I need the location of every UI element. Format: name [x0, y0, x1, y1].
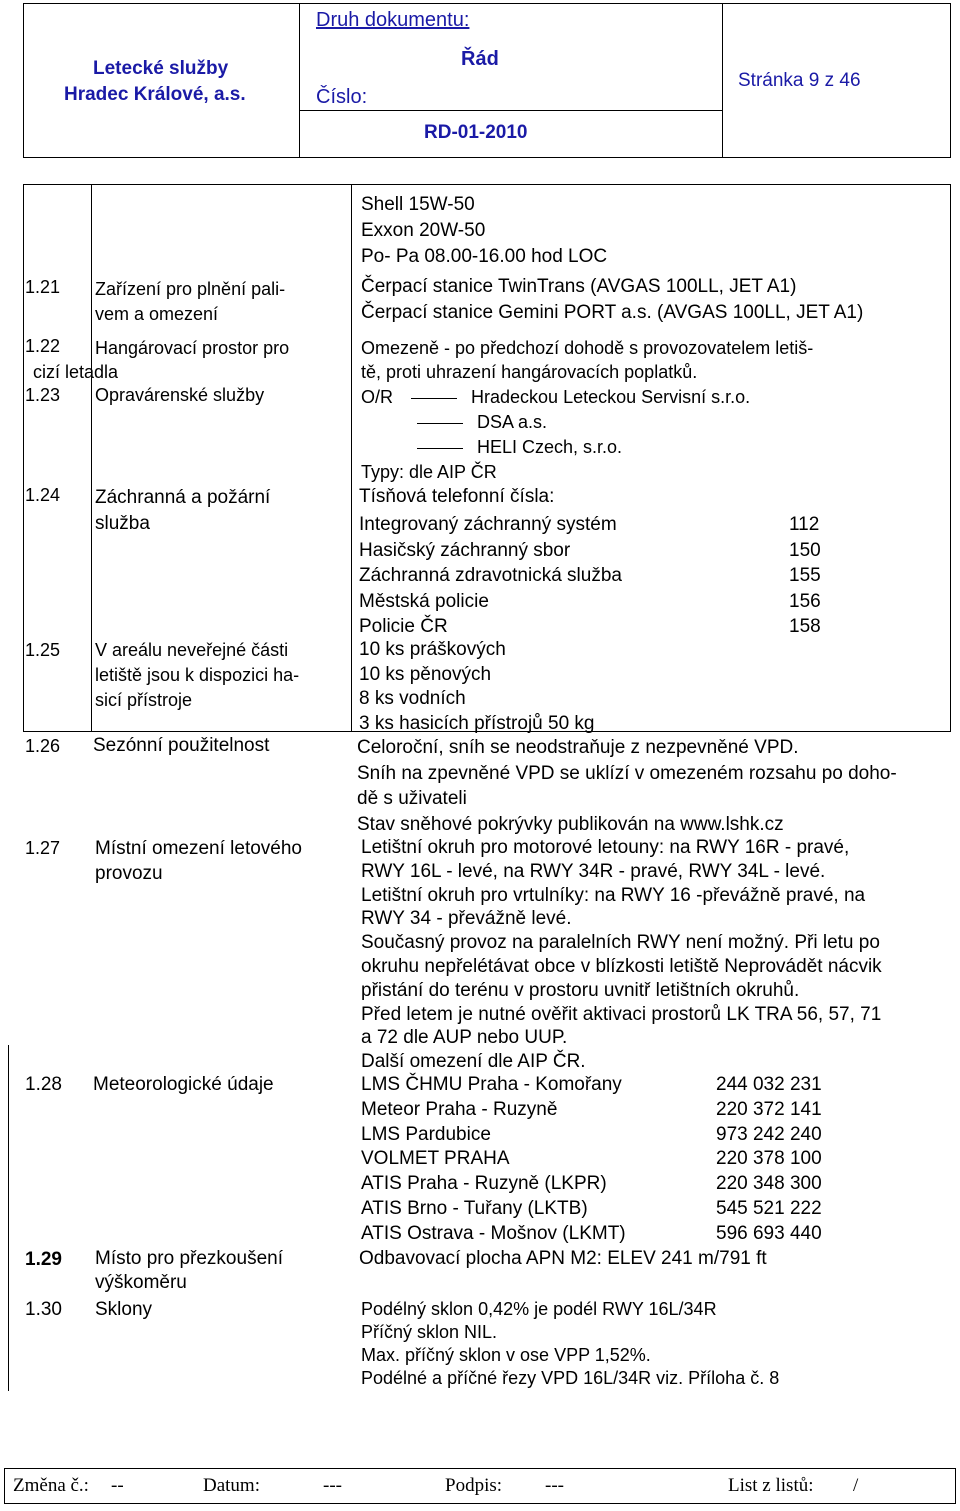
phone-name: Záchranná zdravotnická služba	[359, 565, 622, 586]
meteo-name: ATIS Praha - Ruzyně (LKPR)	[361, 1173, 607, 1195]
row-label	[95, 638, 299, 713]
page-indicator: Stránka 9 z 46	[738, 70, 861, 91]
meteo-name: LMS Pardubice	[361, 1123, 491, 1145]
local-restrictions	[361, 836, 882, 1074]
hangar-info	[361, 336, 813, 384]
phone-row	[359, 512, 829, 538]
row-label-line: Záchranná a požární	[95, 487, 271, 508]
row-label-line: služba	[95, 513, 150, 534]
extinguisher-item: 10 ks pěnových	[359, 663, 492, 685]
doc-type-label: Druh dokumentu:	[316, 9, 470, 31]
altimeter-check-location: Odbavovací plocha APN M2: ELEV 241 m/791 ft	[359, 1248, 767, 1269]
meteo-name: LMS ČHMU Praha - Komořany	[361, 1074, 622, 1095]
row-number: 1.27	[25, 838, 61, 858]
slopes-info	[361, 1298, 779, 1390]
row-label-line: V areálu neveřejné části	[95, 640, 289, 660]
hangar-line: tě, proti uhrazení hangárovacích poplatků.	[361, 362, 698, 382]
hangar-line: Omezeně - po předchozí dohodě s provozovatelem letiš-	[361, 338, 814, 358]
row-label-line: provozu	[95, 863, 163, 884]
meteo-phone: 220 372 141	[716, 1098, 822, 1120]
phone-name: Policie ČR	[359, 616, 448, 637]
meteo-contacts	[361, 1073, 841, 1247]
seasonal-line: Sníh na zpevněné VPD se uklízí v omezeném rozsahu po doho-	[357, 762, 897, 784]
fuel-station: Čerpací stanice Gemini PORT a.s. (AVGAS 100LL, JET A1)	[361, 302, 864, 323]
row-label	[95, 277, 285, 327]
company-city: Hradec Králové, a.s.	[64, 84, 246, 105]
company-name: Letecké služby	[93, 58, 229, 79]
row-number: 1.23	[25, 385, 61, 405]
phone-row	[359, 614, 829, 640]
seasonal-line: Celoroční, sníh se neodstraňuje z nezpevněné VPD.	[357, 737, 799, 758]
slope-line: Podélné a příčné řezy VPD 16L/34R viz. Příloha č. 8	[361, 1368, 780, 1388]
row-label	[95, 1247, 283, 1295]
oil-line: Shell 15W-50	[361, 194, 475, 215]
number-label: Číslo:	[316, 86, 368, 108]
repair-provider: DSA a.s.	[477, 412, 548, 432]
row-label	[95, 485, 270, 537]
change-value: --	[111, 1475, 124, 1496]
phone-number: 158	[789, 616, 821, 637]
fuel-stations	[361, 274, 863, 326]
doc-type-value: Řád	[461, 48, 499, 70]
seasonal-info	[357, 735, 897, 837]
meteo-row	[361, 1073, 841, 1098]
row-number: 1.21	[25, 277, 61, 297]
extinguisher-item: 3 ks hasicích přístrojů 50 kg	[359, 712, 595, 734]
row-number: 1.29	[25, 1249, 62, 1270]
signature-value: ---	[545, 1475, 564, 1496]
restriction-line: Další omezení dle AIP ČR.	[361, 1051, 586, 1073]
meteo-phone: 220 378 100	[716, 1148, 822, 1170]
meteo-name: VOLMET PRAHA	[361, 1148, 510, 1170]
oil-hours-block	[361, 192, 607, 270]
meteo-phone: 244 032 231	[716, 1074, 822, 1095]
row-number: 1.26	[25, 736, 61, 756]
row-label-line: Hangárovací prostor pro	[95, 338, 290, 358]
revision-footer	[4, 1468, 956, 1504]
phone-row	[359, 538, 829, 564]
repair-types: Typy: dle AIP ČR	[361, 462, 497, 482]
phone-name: Hasičský záchranný sbor	[359, 539, 571, 561]
restriction-line: Letištní okruh pro motorové letouny: na RWY 16R - pravé,	[361, 837, 850, 858]
emergency-phone-list	[359, 512, 829, 640]
date-label: Datum:	[203, 1475, 260, 1496]
meteo-row	[361, 1172, 841, 1197]
row-label-line: letiště jsou k dispozici ha-	[95, 665, 300, 685]
meteo-name: ATIS Ostrava - Mošnov (LKMT)	[361, 1222, 626, 1244]
sheets-label: List z listů:	[728, 1475, 814, 1496]
restriction-line: RWY 34 - převážně levé.	[361, 908, 572, 930]
extinguishers	[359, 638, 595, 736]
dash	[417, 423, 463, 424]
row-label-line: Místo pro přezkoušení	[95, 1248, 283, 1269]
restriction-line: Současný provoz na paralelních RWY není možný. Při letu po	[361, 932, 880, 954]
seasonal-line: Stav sněhové pokrývky publikován na www.lshk.cz	[357, 813, 784, 835]
meteo-phone: 596 693 440	[716, 1222, 822, 1244]
meteo-name: ATIS Brno - Tuřany (LKTB)	[361, 1197, 588, 1219]
repair-services	[361, 385, 750, 485]
phone-row	[359, 563, 829, 589]
header-divider	[300, 110, 722, 111]
number-value: RD-01-2010	[424, 122, 528, 143]
restriction-line: a 72 dle AUP nebo UUP.	[361, 1027, 568, 1049]
phone-number: 112	[789, 514, 820, 535]
row-number: 1.24	[25, 485, 61, 505]
change-label: Změna č.:	[13, 1475, 89, 1496]
restriction-line: Letištní okruh pro vrtulníky: na RWY 16 -převážně pravé, na	[361, 884, 866, 906]
left-margin-rule	[8, 1045, 9, 1391]
slope-line: Max. příčný sklon v ose VPP 1,52%.	[361, 1345, 651, 1365]
column-divider-2	[351, 185, 352, 731]
repair-prefix: O/R	[361, 387, 394, 407]
restriction-line: RWY 16L - levé, na RWY 34R - pravé, RWY 34L - levé.	[361, 860, 826, 882]
date-value: ---	[323, 1475, 342, 1496]
slope-line: Příčný sklon NIL.	[361, 1322, 498, 1342]
row-label: Sklony	[95, 1299, 153, 1320]
restriction-line: přistání do terénu v prostoru uvnitř letištních okruhů.	[361, 979, 800, 1001]
row-label: Sezónní použitelnost	[93, 735, 270, 756]
repair-provider: HELI Czech, s.r.o.	[477, 437, 623, 457]
phone-number: 156	[789, 590, 821, 612]
row-label: Opravárenské služby	[95, 385, 265, 405]
slope-line: Podélný sklon 0,42% je podél RWY 16L/34R	[361, 1299, 717, 1319]
meteo-row	[361, 1098, 841, 1123]
dash	[411, 398, 457, 399]
row-number: 1.28	[25, 1074, 62, 1095]
row-number: 1.30	[25, 1299, 62, 1320]
phone-number: 155	[789, 565, 821, 586]
column-divider-1	[91, 185, 92, 731]
phone-name: Městská policie	[359, 590, 489, 612]
meteo-phone: 973 242 240	[716, 1123, 822, 1145]
phone-row	[359, 589, 829, 615]
row-label-line: vem a omezení	[95, 304, 219, 324]
row-label-line: výškoměru	[95, 1272, 187, 1293]
phone-number: 150	[789, 539, 821, 561]
extinguisher-item: 8 ks vodních	[359, 688, 466, 709]
meteo-phone: 220 348 300	[716, 1173, 822, 1195]
row-number: 1.22	[25, 336, 61, 356]
row-number: 1.25	[25, 640, 61, 660]
row-label-line: Místní omezení letového	[95, 838, 302, 859]
company-cell	[24, 4, 300, 157]
row-label-line: Zařízení pro plnění pali-	[95, 279, 286, 299]
hours-line: Po- Pa 08.00-16.00 hod LOC	[361, 246, 608, 267]
row-label	[95, 836, 302, 886]
meteo-row	[361, 1197, 841, 1222]
oil-line: Exxon 20W-50	[361, 220, 486, 241]
fuel-station: Čerpací stanice TwinTrans (AVGAS 100LL, JET A1)	[361, 276, 797, 297]
repair-provider: Hradeckou Leteckou Servisní s.r.o.	[471, 387, 751, 407]
sheets-value: /	[853, 1475, 859, 1496]
signature-label: Podpis:	[445, 1475, 503, 1496]
meteo-row	[361, 1147, 841, 1172]
phone-name: Integrovaný záchranný systém	[359, 514, 617, 535]
restriction-line: Před letem je nutné ověřit aktivaci prostorů LK TRA 56, 57, 71	[361, 1003, 882, 1025]
meteo-row	[361, 1123, 841, 1148]
row-label-line: cizí letadla	[33, 362, 119, 382]
meteo-phone: 545 521 222	[716, 1197, 822, 1219]
meteo-row	[361, 1222, 841, 1247]
restriction-line: okruhu nepřelétávat obce v blízkosti letiště Neprovádět nácvik	[361, 955, 882, 977]
seasonal-line: dě s uživateli	[357, 788, 467, 809]
emergency-title: Tísňová telefonní čísla:	[359, 486, 555, 507]
row-label-line: sicí přístroje	[95, 690, 193, 710]
row-label: Meteorologické údaje	[93, 1074, 274, 1095]
meteo-name: Meteor Praha - Ruzyně	[361, 1098, 558, 1120]
dash	[417, 448, 463, 449]
extinguisher-item: 10 ks práškových	[359, 639, 506, 660]
